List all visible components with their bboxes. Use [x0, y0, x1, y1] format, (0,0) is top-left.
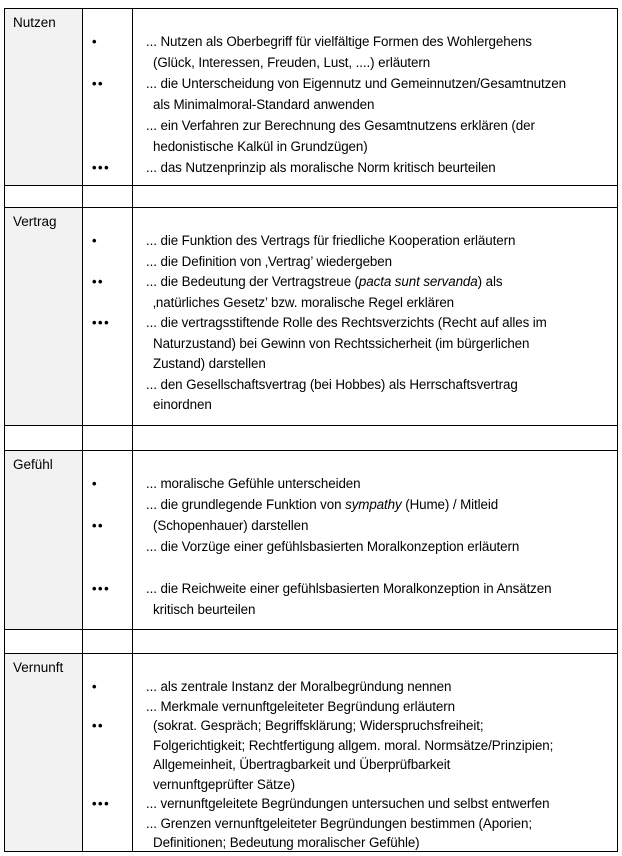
- text-line: [146, 833, 615, 851]
- concept-cell-gefhl: [5, 451, 82, 629]
- text-segment: ... den Gesellschaftsvertrag (bei Hobbes) als Herrschaftsvertrag: [146, 376, 518, 392]
- text-line: [146, 293, 615, 314]
- text-line: [146, 755, 615, 775]
- text-line: [146, 115, 615, 136]
- text-line: [146, 157, 615, 178]
- text-line: [146, 557, 615, 578]
- text-line: [146, 231, 615, 252]
- text-segment: (Hume) / Mitleid: [401, 497, 499, 512]
- bullet-line-empty: [92, 736, 132, 756]
- bullet-line-empty: [92, 494, 132, 515]
- bullet-line-empty: [92, 395, 132, 416]
- bullet-marker: ••: [92, 76, 105, 91]
- concept-cell-vernunft: [5, 654, 82, 851]
- spacer-cell-text: [133, 186, 617, 207]
- spacer-cell-label: [5, 426, 82, 450]
- text-line: [146, 599, 615, 620]
- text-line: [146, 94, 615, 115]
- bullet-line-empty: [92, 334, 132, 355]
- text-segment: ... Grenzen vernunftgeleiteter Begründungen bestimmen (Aporien;: [146, 815, 532, 831]
- bullet-marker: •: [92, 679, 99, 694]
- text-line: [146, 794, 615, 814]
- text-segment: ... die Bedeutung der Vertragstreue (: [146, 274, 359, 289]
- bullet-marker: ••: [92, 274, 105, 289]
- text-segment: ... die grundlegende Funktion von: [146, 497, 346, 512]
- text-line: [146, 375, 615, 396]
- text-segment: vernunftgeprüfter Sätze): [153, 776, 296, 792]
- bullet-line-empty: [92, 557, 132, 578]
- bullet-marker: •: [92, 34, 99, 49]
- text-segment: ... die Definition von ‚Vertrag’ wiedergeben: [146, 253, 392, 269]
- bullet-line-empty: [92, 599, 132, 620]
- bullet-line-empty: [92, 354, 132, 375]
- bullet-line-empty: [92, 375, 132, 396]
- bullet-marker: ••: [92, 518, 105, 533]
- text-segment: ... das Nutzenprinzip als moralische Norm kritisch beurteilen: [146, 160, 496, 175]
- text-segment: ... die Funktion des Vertrags für friedliche Kooperation erläutern: [146, 233, 516, 248]
- bullet-marker: •••: [92, 160, 111, 175]
- bullet-column: [83, 654, 132, 851]
- text-line: [146, 354, 615, 375]
- text-segment: ... die Vorzüge einer gefühlsbasierten Moralkonzeption erläutern: [146, 539, 520, 554]
- bullet-line-empty: [92, 52, 132, 73]
- spacer-cell-label: [5, 630, 82, 653]
- text-segment: ... ein Verfahren zur Berechnung des Gesamtnutzens erklären (der: [146, 118, 535, 133]
- text-segment: kritisch beurteilen: [153, 602, 256, 617]
- italic-text-segment: sympathy: [345, 497, 402, 512]
- text-segment: ... als zentrale Instanz der Moralbegründung nennen: [146, 679, 452, 694]
- italic-text-segment: pacta sunt servanda: [358, 274, 478, 289]
- concept-cell-vertrag: [5, 208, 82, 425]
- text-segment: einordnen: [153, 397, 212, 412]
- spacer-cell-text: [133, 630, 617, 653]
- text-line: [146, 697, 615, 717]
- text-line: [146, 313, 615, 334]
- bullet-line-empty: [92, 697, 132, 717]
- text-line: [146, 252, 615, 273]
- bullet-line-empty: [92, 252, 132, 273]
- text-segment: (Schopenhauer) darstellen: [153, 518, 309, 533]
- text-segment: (Glück, Interessen, Freuden, Lust, ....) erläutern: [153, 55, 431, 70]
- text-line: [146, 736, 615, 756]
- concept-label: Nutzen: [13, 15, 56, 30]
- text-segment: ... Merkmale vernunftgeleiteter Begründung erläutern: [146, 698, 455, 714]
- text-column: [133, 9, 617, 185]
- text-line: [146, 31, 615, 52]
- bullet-line-empty: [92, 775, 132, 795]
- text-segment: ‚natürliches Gesetz’ bzw. moralische Regel erklären: [153, 294, 455, 310]
- text-line: [146, 536, 615, 557]
- text-segment: ... die vertragsstiftende Rolle des Rechtsverzichts (Recht auf alles im: [146, 315, 547, 330]
- concept-label: Vernunft: [13, 660, 64, 675]
- bullet-line-empty: [92, 136, 132, 157]
- text-segment: ... vernunftgeleitete Begründungen untersuchen und selbst entwerfen: [146, 796, 550, 811]
- bullet-marker: •••: [92, 581, 111, 596]
- text-segment: hedonistische Kalkül in Grundzügen): [153, 139, 368, 154]
- bullet-marker: •: [92, 233, 99, 248]
- text-segment: (sokrat. Gespräch; Begriffsklärung; Widerspruchsfreiheit;: [153, 718, 484, 733]
- text-line: [146, 73, 615, 94]
- text-line: [146, 136, 615, 157]
- bullet-line-empty: [92, 536, 132, 557]
- concept-label: Vertrag: [13, 214, 57, 229]
- text-column: [133, 654, 617, 851]
- spacer-cell-bullet: [83, 630, 132, 653]
- text-line: [146, 716, 615, 736]
- text-segment: Naturzustand) bei Gewinn von Rechtssicherheit (im bürgerlichen: [153, 335, 530, 351]
- bullet-line-empty: [92, 814, 132, 834]
- text-line: [146, 395, 615, 416]
- text-line: [146, 334, 615, 355]
- text-segment: als Minimalmoral-Standard anwenden: [153, 97, 375, 112]
- spacer-cell-bullet: [83, 186, 132, 207]
- concept-cell-nutzen: [5, 9, 82, 185]
- spacer-cell-label: [5, 186, 82, 207]
- bullet-line-empty: [92, 833, 132, 851]
- bullet-marker: ••: [92, 718, 105, 733]
- text-line: [146, 814, 615, 834]
- text-line: [146, 515, 615, 536]
- bullet-line-empty: [92, 115, 132, 136]
- text-line: [146, 677, 615, 697]
- text-line: [146, 473, 615, 494]
- spacer-cell-bullet: [83, 426, 132, 450]
- text-segment: Folgerichtigkeit; Rechtfertigung allgem. moral. Normsätze/Prinzipien;: [153, 737, 554, 753]
- bullet-marker: •: [92, 476, 99, 491]
- text-line: [146, 775, 615, 795]
- text-column: [133, 208, 617, 425]
- bullet-line-empty: [92, 293, 132, 314]
- bullet-marker: •••: [92, 796, 111, 811]
- text-segment: Zustand) darstellen: [153, 356, 266, 371]
- bullet-line-empty: [92, 94, 132, 115]
- spacer-cell-text: [133, 426, 617, 450]
- concept-label: Gefühl: [13, 457, 53, 472]
- bullet-marker: •••: [92, 315, 111, 330]
- text-line: [146, 578, 615, 599]
- text-line: [146, 494, 615, 515]
- bullet-line-empty: [92, 755, 132, 775]
- bullet-column: [83, 9, 132, 185]
- bullet-column: [83, 451, 132, 629]
- text-column: [133, 451, 617, 629]
- text-segment: Definitionen; Bedeutung moralischer Gefühle): [153, 835, 420, 850]
- bullet-column: [83, 208, 132, 425]
- text-segment: ... die Reichweite einer gefühlsbasierten Moralkonzeption in Ansätzen: [146, 581, 552, 596]
- text-segment: ) als: [477, 274, 503, 289]
- competence-table: [4, 8, 618, 852]
- text-segment: ... die Unterscheidung von Eigennutz und Gemeinnutzen/Gesamtnutzen: [146, 76, 566, 91]
- text-segment: Allgemeinheit, Übertragbarkeit und Überprüfbarkeit: [153, 757, 451, 772]
- text-segment: ... moralische Gefühle unterscheiden: [146, 476, 361, 491]
- text-segment: ... Nutzen als Oberbegriff für vielfältige Formen des Wohlergehens: [146, 34, 532, 49]
- text-line: [146, 272, 615, 293]
- text-line: [146, 52, 615, 73]
